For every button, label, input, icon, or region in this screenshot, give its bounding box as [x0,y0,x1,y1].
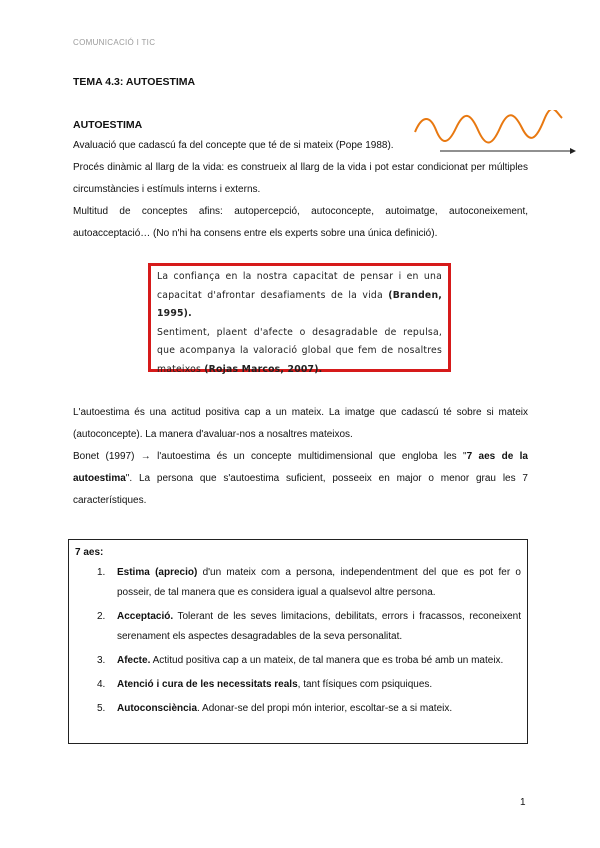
intro-line-2: Procés dinàmic al llarg de la vida: es construeix al llarg de la vida i pot estar condicionat per múltiples circumstàncies i estímuls interns i externs. [73,162,528,195]
aes-list [75,563,521,719]
aes-item-number: 3. [97,655,106,666]
arrow-head [570,148,576,154]
aes-item-number: 5. [97,703,106,714]
quote-1 [157,268,442,324]
section-title: AUTOESTIMA [73,119,143,131]
aes-item [75,563,521,603]
body-para-1: L'autoestima és una actitud positiva cap a un mateix. La imatge que cadascú té sobre si mateix (autoconcepte). La manera d'avaluar-nos a nosaltres mateixos. [73,407,528,440]
aes-item-text: d'un mateix com a persona, independentment del que es pot fer o posseir, de tal manera que es considera igual a qualsevol altre persona. [117,567,521,598]
page-header: COMUNICACIÓ I TIC [73,38,156,47]
aes-item-bold: Acceptació. [117,611,174,622]
aes-item-number: 4. [97,679,106,690]
aes-item-text: Tolerant de les seves limitacions, debilitats, errors i fracassos, reconeixent serenament els aspectes desagradables de la seva personalitat. [117,611,521,642]
body-para-2-pre: Bonet (1997) → l'autoestima és un concepte multidimensional que engloba les " [73,451,467,462]
body-para-2-bold: 7 aes de la autoestima [73,451,528,484]
body-paragraphs [73,402,528,512]
intro-line-1: Avaluació que cadascú fa del concepte que té de si mateix (Pope 1988). [73,140,394,151]
aes-item [75,675,521,695]
quote-1-text: La confiança en la nostra capacitat de pensar i en una capacitat d'afrontar desafiaments de la vida [157,271,442,301]
aes-item-bold: Autoconsciència [117,703,198,714]
aes-title: 7 aes: [75,547,104,558]
quote-2-text: Sentiment, plaent d'afecte o desagradable de repulsa, que acompanya la valoració global que fem de nosaltres mateixos [157,326,442,375]
quote-2 [157,324,442,380]
aes-item-text: Actitud positiva cap a un mateix, de tal manera que es troba bé amb un mateix. [150,655,504,666]
aes-item [75,699,521,719]
page-title: TEMA 4.3: AUTOESTIMA [73,76,196,88]
page-number: 1 [520,797,526,808]
body-para-2-post: ". La persona que s'autoestima suficient, posseeix en major o menor grau les 7 característiques. [73,473,528,506]
quote-1-ref: (Branden, 1995). [157,289,442,320]
aes-item [75,607,521,647]
quote-2-ref: (Rojas Marcos, 2007). [204,363,323,375]
body-para-2 [73,446,528,512]
aes-item-bold: Afecte. [117,655,151,666]
intro-line-3: Multitud de conceptes afins: autopercepció, autoconcepte, autoimatge, autoconeixement, autoacceptació… (No n'hi ha consens entre els experts sobre una única definició). [73,206,528,239]
aes-item-text: , tant físiques com psiquiques. [297,679,433,690]
aes-item-number: 1. [97,567,106,578]
definition-quote-box [148,263,451,375]
aes-item-number: 2. [97,611,106,622]
aes-item-bold: Estima (aprecio) [117,567,198,578]
aes-item-text: . Adonar-se del propi món interior, escoltar-se a si mateix. [197,703,453,714]
aes-item [75,651,521,671]
seven-aes-box [68,539,528,744]
intro-paragraphs [73,135,528,245]
aes-item-bold: Atenció i cura de les necessitats reals [117,679,298,690]
